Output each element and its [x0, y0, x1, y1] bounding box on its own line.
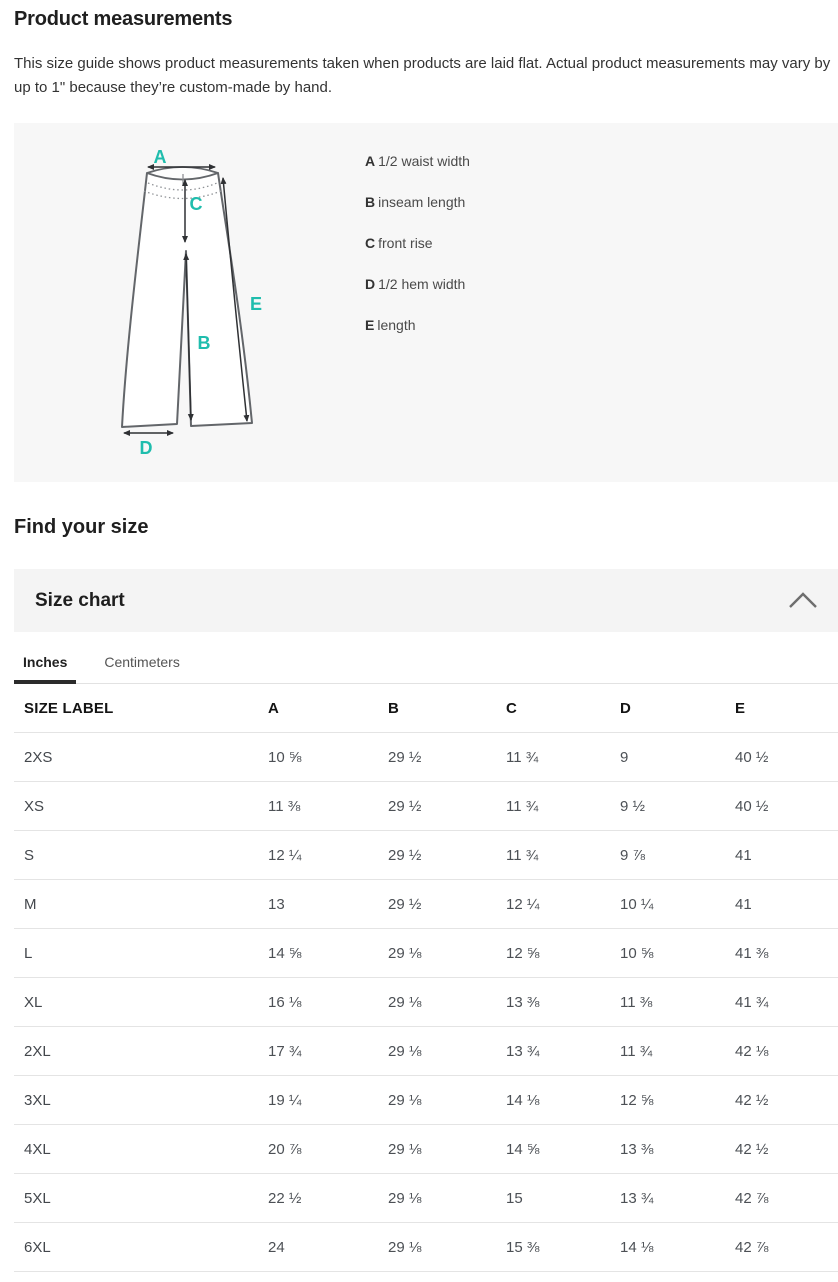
measurement-cell: 15 ⅜ — [506, 1223, 620, 1272]
measurement-cell: 42 ⅛ — [735, 1027, 838, 1076]
marker-letter-a: A — [153, 147, 167, 167]
legend-item-a: A 1/2 waist width — [365, 153, 470, 169]
measurement-cell: 11 ⅜ — [268, 782, 388, 831]
tab-inches[interactable]: Inches — [14, 645, 76, 683]
measurement-cell: 17 ¾ — [268, 1027, 388, 1076]
measurement-cell: 41 — [735, 880, 838, 929]
tab-centimeters[interactable]: Centimeters — [104, 654, 180, 670]
table-row-2xl — [14, 1027, 838, 1076]
table-row-xl — [14, 978, 838, 1027]
measurement-cell: 13 ⅜ — [620, 1125, 735, 1174]
marker-letter-b: B — [197, 333, 211, 353]
measurement-cell: 20 ⅞ — [268, 1125, 388, 1174]
marker-letter-d: D — [139, 438, 153, 458]
measurement-diagram-panel — [14, 123, 838, 482]
measurement-cell: 29 ⅛ — [388, 929, 506, 978]
measurement-cell: 41 — [735, 831, 838, 880]
table-row-6xl — [14, 1223, 838, 1272]
size-label-cell: 5XL — [14, 1174, 268, 1223]
column-header-size-label: SIZE LABEL — [14, 684, 268, 733]
unit-tabs — [14, 645, 838, 684]
find-your-size-title: Find your size — [14, 516, 149, 538]
size-label-cell: 3XL — [14, 1076, 268, 1125]
measurement-cell: 19 ¼ — [268, 1076, 388, 1125]
measurement-cell: 11 ¾ — [620, 1027, 735, 1076]
measurement-cell: 42 ⅞ — [735, 1223, 838, 1272]
size-label-cell: 2XL — [14, 1027, 268, 1076]
measurement-cell: 24 — [268, 1223, 388, 1272]
measurement-cell: 41 ⅜ — [735, 929, 838, 978]
product-measurements-page — [0, 7, 838, 1272]
column-header-d: D — [620, 684, 735, 733]
page-description: This size guide shows product measurements taken when products are laid flat. Actual product measurements may vary by up to 1" because they’re custom-made by hand. — [14, 55, 831, 96]
measurement-cell: 9 ½ — [620, 782, 735, 831]
size-label-cell: 6XL — [14, 1223, 268, 1272]
table-row-3xl — [14, 1076, 838, 1125]
measurement-cell: 42 ½ — [735, 1125, 838, 1174]
measurement-cell: 9 — [620, 733, 735, 782]
size-label-cell: M — [14, 880, 268, 929]
measurement-cell: 29 ⅛ — [388, 1076, 506, 1125]
measurement-cell: 14 ⅛ — [620, 1223, 735, 1272]
measurement-cell: 10 ⅝ — [620, 929, 735, 978]
table-row-4xl — [14, 1125, 838, 1174]
table-header — [14, 684, 838, 733]
measurement-cell: 13 ¾ — [620, 1174, 735, 1223]
measurement-cell: 14 ⅝ — [506, 1125, 620, 1174]
measurement-cell: 29 ½ — [388, 831, 506, 880]
size-label-cell: 2XS — [14, 733, 268, 782]
size-label-cell: XS — [14, 782, 268, 831]
measurement-cell: 14 ⅛ — [506, 1076, 620, 1125]
measurement-cell: 29 ⅛ — [388, 1174, 506, 1223]
measurement-cell: 29 ⅛ — [388, 1125, 506, 1174]
measurement-cell: 29 ½ — [388, 880, 506, 929]
table-row-s — [14, 831, 838, 880]
measurement-cell: 15 — [506, 1174, 620, 1223]
legend-item-b: B inseam length — [365, 194, 466, 210]
legend-item-e: E length — [365, 317, 416, 333]
measurement-cell: 11 ¾ — [506, 733, 620, 782]
marker-letter-c: C — [189, 194, 203, 214]
size-label-cell: L — [14, 929, 268, 978]
size-chart-title: Size chart — [35, 589, 125, 611]
measurement-cell: 9 ⅞ — [620, 831, 735, 880]
measurement-cell: 12 ⅝ — [620, 1076, 735, 1125]
measurement-cell: 42 ½ — [735, 1076, 838, 1125]
page-title: Product measurements — [14, 8, 233, 30]
measurement-cell: 12 ⅝ — [506, 929, 620, 978]
column-header-a: A — [268, 684, 388, 733]
measurement-cell: 11 ⅜ — [620, 978, 735, 1027]
pants-diagram — [14, 123, 354, 482]
measurement-cell: 40 ½ — [735, 782, 838, 831]
marker-letter-e: E — [249, 294, 263, 314]
measurement-cell: 29 ⅛ — [388, 978, 506, 1027]
measurement-cell: 40 ½ — [735, 733, 838, 782]
size-chart-table — [14, 684, 838, 1272]
measurement-cell: 11 ¾ — [506, 782, 620, 831]
size-chart-toggle[interactable] — [14, 569, 838, 632]
measurement-cell: 14 ⅝ — [268, 929, 388, 978]
measurement-cell: 13 ¾ — [506, 1027, 620, 1076]
measurement-cell: 41 ¾ — [735, 978, 838, 1027]
measurement-cell: 29 ½ — [388, 733, 506, 782]
measurement-cell: 22 ½ — [268, 1174, 388, 1223]
measurement-cell: 12 ¼ — [506, 880, 620, 929]
table-row-xs — [14, 782, 838, 831]
legend-item-d: D 1/2 hem width — [365, 276, 466, 292]
table-row-5xl — [14, 1174, 838, 1223]
size-label-cell: 4XL — [14, 1125, 268, 1174]
measurement-cell: 29 ½ — [388, 782, 506, 831]
legend-item-c: C front rise — [365, 235, 433, 251]
measurement-cell: 10 ¼ — [620, 880, 735, 929]
chevron-up-icon[interactable] — [788, 592, 818, 609]
column-header-b: B — [388, 684, 506, 733]
column-header-e: E — [735, 684, 838, 733]
measurement-cell: 11 ¾ — [506, 831, 620, 880]
measurement-cell: 29 ⅛ — [388, 1027, 506, 1076]
measurement-cell: 10 ⅝ — [268, 733, 388, 782]
measurement-cell: 13 ⅜ — [506, 978, 620, 1027]
table-row-2xs — [14, 733, 838, 782]
measurement-cell: 16 ⅛ — [268, 978, 388, 1027]
size-label-cell: XL — [14, 978, 268, 1027]
table-row-m — [14, 880, 838, 929]
measurement-cell: 42 ⅞ — [735, 1174, 838, 1223]
column-header-c: C — [506, 684, 620, 733]
measurement-legend — [365, 152, 470, 335]
size-label-cell: S — [14, 831, 268, 880]
table-row-l — [14, 929, 838, 978]
measurement-cell: 12 ¼ — [268, 831, 388, 880]
measurement-cell: 13 — [268, 880, 388, 929]
measurement-cell: 29 ⅛ — [388, 1223, 506, 1272]
